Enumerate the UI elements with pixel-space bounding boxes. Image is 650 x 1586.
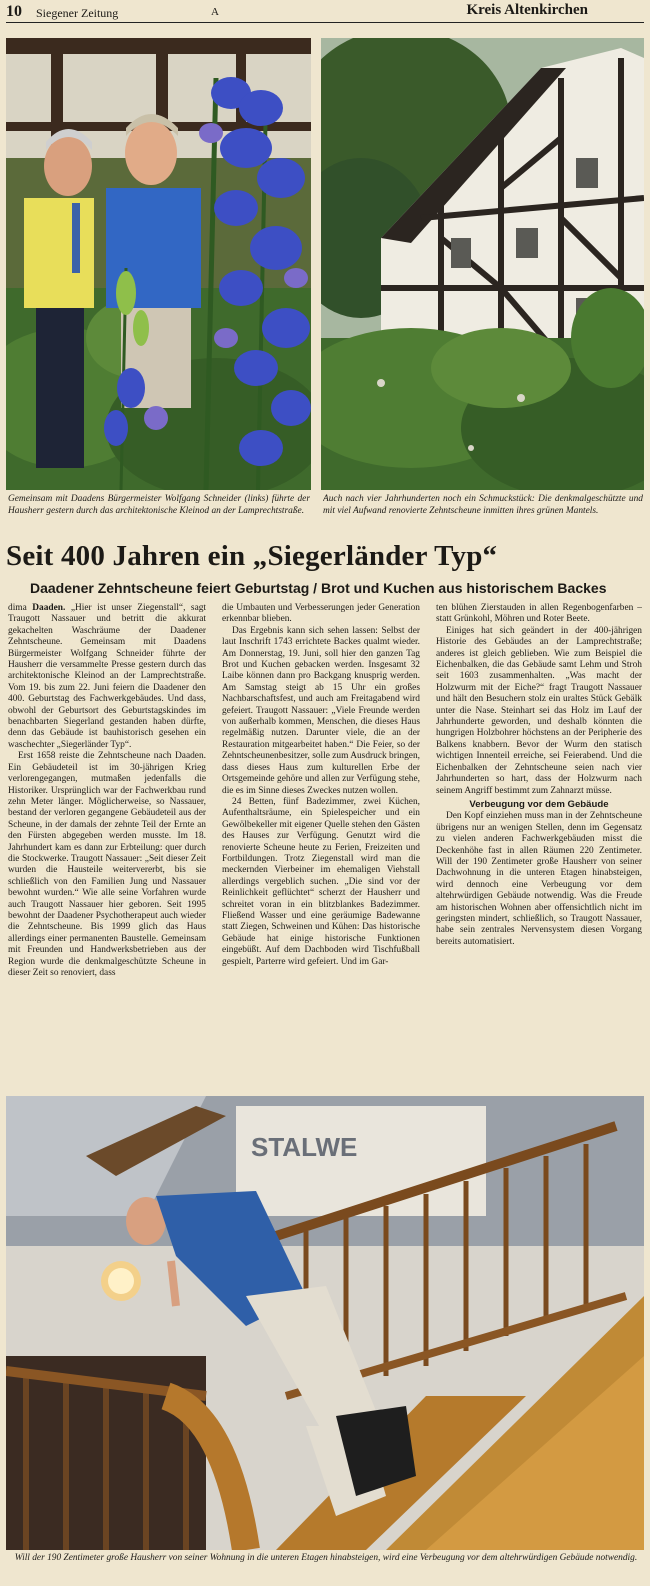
newspaper-name: Siegener Zeitung (36, 6, 119, 20)
paragraph: Einiges hat sich geändert in der 400-jährigen Historie des Gebäudes an der Lamprechtstraße; anderes ist gleich geblieben. Wie zum Beispiel die Eichenbalken, die das Gebäude samt Lehm und Stroh seit 1603 zusammenhalten. „Was macht der Holzwurm mit der Eiche?“ fragt Traugott Nassauer und hält den Besuchern stolz ein uraltes Stück Gebälk unter die Nase. Steinhart sei das Holz im Lauf der Jahrhunderte geworden, und deshalb könnten die hungrigen Holzbohrer höchstens an der Peripherie des Balkens knabbern. Bevor der Wurm den statisch wichtigen Innenteil erreiche, sei Feierabend. Und die Eichenbalken der Zehntscheune seien nach vier Jahrhunderten so hart, dass der Holzwurm nach seinem Angriff bestimmt zum Zahnarzt müsse. (436, 625, 642, 796)
headline: Seit 400 Jahren ein „Siegerländer Typ“ (6, 540, 498, 572)
page-header (6, 0, 644, 23)
paragraph: Erst 1658 reiste die Zehntscheune nach Daaden. Ein Gebäudeteil ist im 30-jährigen Krieg verlorengegangen, mutmaßen jedenfalls die Historiker. Ursprünglich war der Fachwerkbau rund zehn Meter länger. Möglicherweise, so Nassauer, bestand der verloren gegangene Gebäudeteil aus der Scheune, in der damals der zehnte Teil der Ernte an den Fürsten abgegeben werden musste. Im 18. Jahrhundert kam es dann zur Erbteilung: quer durch die Stockwerke. Traugott Nassauer: „Seit dieser Zeit wurden die Hausteile weitervererbt, bis sie schließlich von den Familien Jung und Nassauer bewohnt wurden.“ Wie alle seine Vorfahren wurde auch Traugott Nassauer hier geboren. Seit 1995 bewohnt der Daadener Psychotherapeut auch wieder die Zehntscheune. Bis 1999 glich das Haus allerdings einer permanenten Baustelle. Gemeinsam mit Freunden und Handwerksbetrieben aus der Region wurde die denkmalgeschützte Scheune in dieser Zeit so renoviert, dass (8, 751, 206, 978)
author-tag: dima (8, 603, 27, 613)
paragraph: Das Ergebnis kann sich sehen lassen: Selbst der laut Inschrift 1743 errichtete Backes qualmt wieder. Am Donnerstag, 19. Juni, soll hier den ganzen Tag Brot und Kuchen gebacken werden. Insgesamt 32 Laibe können dann pro Backgang knusprig werden. Am Samstag steigt ab 15 Uhr ein großes Nachbarschaftsfest, und auch am Freitagabend wird gefeiert. Traugott Nassauer: „Viele Freunde werden von außerhalb kommen, Menschen, die dieses Haus regelmäßig nutzen. Darunter viele, die an der Restauration mitgearbeitet haben.“ Die Feier, so der Zehntscheunenbesitzer, solle zum Ausdruck bringen, dass dieses Haus zum kulturellen Erbe der Ortsgemeinde gehöre und allen zur Verfügung stehe, die es im Sinne dieses Zweckes nutzen wollen. (222, 625, 420, 796)
photo-zehntscheune-exterior (321, 38, 644, 490)
region-section: Kreis Altenkirchen (466, 2, 588, 18)
photo-sign-text: STALWE (251, 1132, 358, 1162)
edition-marker: A (211, 6, 219, 18)
article-column-3 (436, 603, 642, 1083)
photo-mayor-and-owner (6, 38, 311, 490)
intermediate-subhead: Verbeugung vor dem Gebäude (469, 798, 609, 810)
paragraph: 24 Betten, fünf Badezimmer, zwei Küchen, Aufenthaltsräume, ein Spielespeicher und ein Gewölbekeller mit eigener Quelle stehen den Gästen des Hauses zur Verfügung. Genutzt wird die renovierte Scheune heute zu Ferien, Freizeiten und Fortbildungen. Trotz Ziegenstall wird man die meckernden Vierbeiner im ehemaligen Viehstall allerdings vergeblich suchen. „Die sind vor der Reinlichkeit geflüchtet“ scherzt der Hausherr und schreitet voran in ein blitzblankes Badezimmer. Fließend Wasser und eine geräumige Badewanne statt Ziegen, Schweinen und Kühen: Das historische Gebäude hat einige historische Funktionen eingebüßt. Auf dem Dachboden wird Tischfußball gespielt, Parterre wird gefeiert. Und im Gar- (222, 796, 420, 967)
page-number: 10 (6, 3, 22, 20)
photo3-caption: Will der 190 Zentimeter große Hausherr von seiner Wohnung in die unteren Etagen hinabsteigen, wird eine Verbeugung vor dem altehrwürdigen Gebäude notwendig. (14, 1553, 638, 1563)
article-column-1 (8, 603, 206, 1083)
paragraph (8, 603, 206, 751)
subheadline: Daadener Zehntscheune feiert Geburtstag / Brot und Kuchen aus historischem Backes (30, 580, 607, 596)
photo2-caption: Auch nach vier Jahrhunderten noch ein Schmuckstück: Die denkmalgeschützte und mit viel Aufwand renovierte Zehntscheune inmitten ihres grünen Mantels. (323, 494, 643, 516)
photo1-caption: Gemeinsam mit Daadens Bürgermeister Wolfgang Schneider (links) führte der Hausherr gestern durch das architektonische Kleinod an der Lamprechtstraße. (8, 494, 310, 516)
paragraph: die Umbauten und Verbesserungen jeder Generation erkennbar blieben. (222, 603, 420, 625)
article-column-2 (222, 603, 420, 1083)
dateline: Daaden. (32, 603, 66, 613)
photo-owner-on-staircase (6, 1096, 644, 1550)
paragraph: Den Kopf einziehen muss man in der Zehntscheune übrigens nur an wenigen Stellen, denn im Gegensatz zu vielen anderen Fachwerkgebäuden misst die Deckenhöhe fast in allen Räumen 220 Zentimeter. Will der 190 Zentimeter große Hausherr von seiner Dachwohnung in die unteren Etagen hinabsteigen, wird dennoch eine Verbeugung vor dem altehrwürdigen Gebäude notwendig. Was die Freude am historischen Wohnen aber offensichtlich nicht im geringsten mindert, schließlich, so Traugott Nassauer, habe sein zentrales Nervensystem diesen Vorgang bereits automatisiert. (436, 811, 642, 947)
paragraph: ten blühen Zierstauden in allen Regenbogenfarben – statt Grünkohl, Möhren und Roter Beete. (436, 603, 642, 625)
paragraph-text: „Hier ist unser Ziegenstall“, sagt Traugott Nassauer und betritt die akkurat gekachelten Waschräume der Daadener Zehntscheune. Gemeinsam mit Daadens Bürgermeister Wolfgang Schneider führte der Hausherr die versammelte Presse gestern durch das architektonische Kleinod an der Lamprechtstraße. Vom 19. bis zum 22. Juni feiern die Daadener den 400. Geburtstag des Fachwerkgebäudes. Und dass, obwohl der Geburtsort des Geburtstagskindes im benachbarten Siegerland gestanden haben dürfte, denn das Gebäude ist bauhistorisch gesehen ein waschechter „Siegerländer Typ“. (8, 603, 206, 750)
